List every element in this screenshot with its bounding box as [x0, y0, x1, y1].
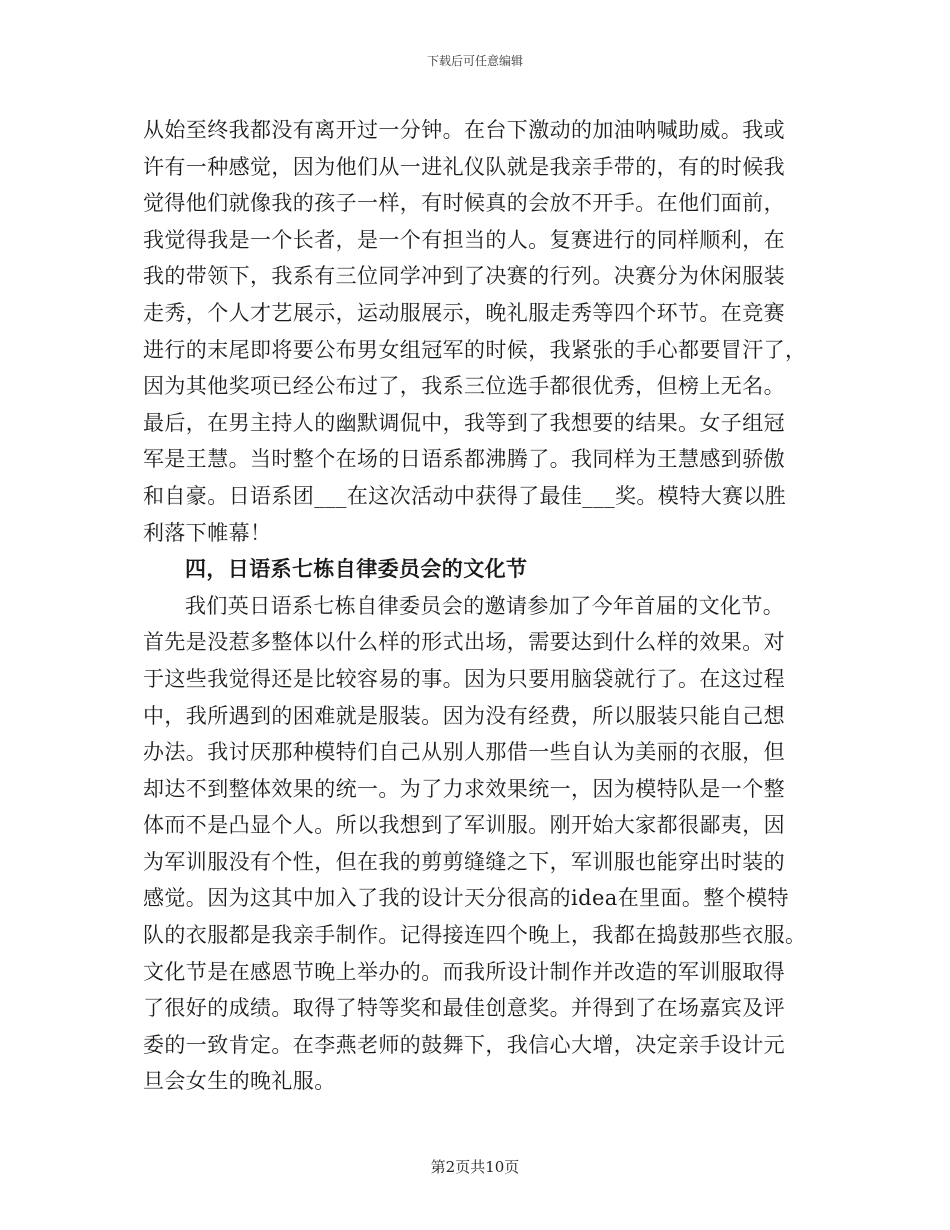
body-line: 走秀，个人才艺展示，运动服展示，晚礼服走秀等四个环节。在竞赛 — [143, 300, 785, 325]
page-number: 第2页共10页 — [430, 1158, 520, 1176]
body-line: 军是王慧。当时整个在场的日语系都沸腾了。我同样为王慧感到骄傲 — [143, 447, 785, 472]
body-line: 最后，在男主持人的幽默调侃中，我等到了我想要的结果。女子组冠 — [143, 410, 785, 435]
page-header: 下载后可任意编辑 — [426, 54, 523, 68]
body-line: 从始至终我都没有离开过一分钟。在台下激动的加油呐喊助威。我或 — [143, 118, 785, 142]
body-line: 觉得他们就像我的孩子一样，有时候真的会放不开手。在他们面前， — [143, 191, 785, 216]
body-line: 因为其他奖项已经公布过了，我系三位选手都很优秀，但榜上无名。 — [143, 374, 785, 399]
body-line: 于这些我觉得还是比较容易的事。因为只要用脑袋就行了。在这过程 — [143, 666, 785, 691]
body-line: 利落下帷幕！ — [143, 520, 272, 545]
body-line: 文化节是在感恩节晚上举办的。而我所设计制作并改造的军训服取得 — [143, 959, 785, 984]
body-line: 委的一致肯定。在李燕老师的鼓舞下，我信心大增，决定亲手设计元 — [143, 1032, 785, 1057]
body-line: 中，我所遇到的困难就是服装。因为没有经费，所以服装只能自己想 — [143, 703, 785, 728]
body-line: 体而不是凸显个人。所以我想到了军训服。刚开始大家都很鄙夷，因 — [143, 813, 785, 838]
body-line: 办法。我讨厌那种模特们自己从别人那借一些自认为美丽的衣服，但 — [143, 740, 785, 765]
body-line: 却达不到整体效果的统一。为了力求效果统一，因为模特队是一个整 — [143, 776, 785, 801]
body-line: 我的带领下，我系有三位同学冲到了决赛的行列。决赛分为休闲服装 — [143, 264, 785, 289]
body-line: 许有一种感觉，因为他们从一进礼仪队就是我亲手带的，有的时候我 — [143, 154, 785, 179]
body-line: 队的衣服都是我亲手制作。记得接连四个晚上，我都在捣鼓那些衣服。 — [143, 923, 807, 948]
body-line: 和自豪。日语系团___在这次活动中获得了最佳___奖。模特大赛以胜 — [143, 483, 787, 508]
section-heading: 四，日语系七栋自律委员会的文化节 — [185, 556, 528, 582]
body-line: 我们英日语系七栋自律委员会的邀请参加了今年首届的文化节。 — [185, 593, 785, 618]
body-line: 旦会女生的晚礼服。 — [143, 1069, 336, 1094]
body-line: 为军训服没有个性，但在我的剪剪缝缝之下，军训服也能穿出时装的 — [143, 849, 785, 874]
body-line: 感觉。因为这其中加入了我的设计天分很高的idea在里面。整个模特 — [143, 886, 789, 911]
document-body — [143, 112, 809, 1100]
body-line: 我觉得我是一个长者，是一个有担当的人。复赛进行的同样顺利，在 — [143, 227, 785, 252]
body-line: 了很好的成绩。取得了特等奖和最佳创意奖。并得到了在场嘉宾及评 — [143, 996, 785, 1021]
body-line: 进行的末尾即将要公布男女组冠军的时候，我紧张的手心都要冒汗了， — [143, 337, 807, 362]
body-line: 首先是没惹多整体以什么样的形式出场，需要达到什么样的效果。对 — [143, 630, 785, 655]
